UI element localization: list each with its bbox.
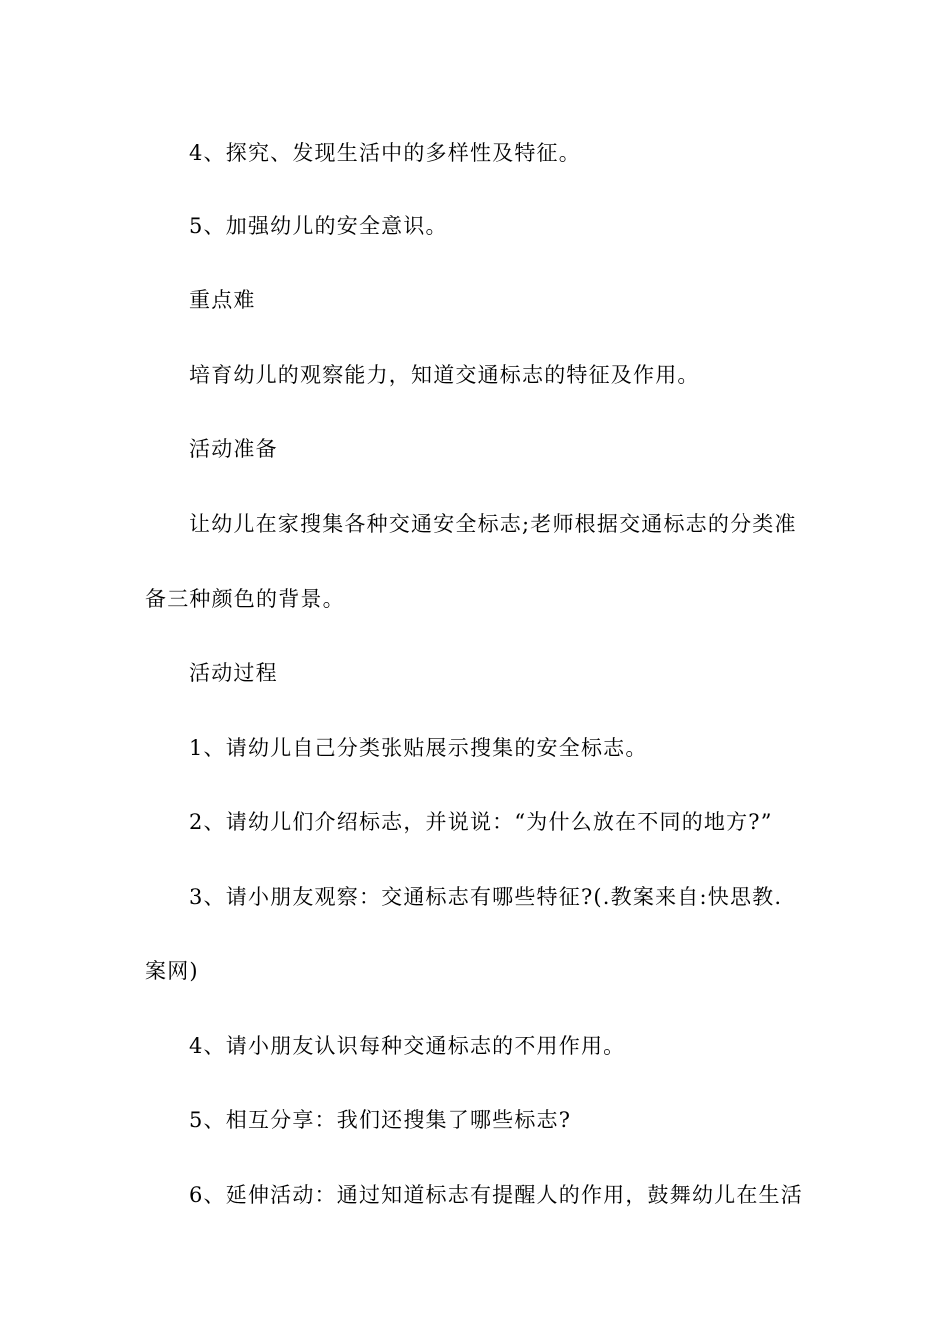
section-heading-preparation: 活动准备 (189, 437, 278, 461)
text-line-key-points: 培育幼儿的观察能力，知道交通标志的特征及作用。 (189, 363, 700, 387)
section-heading-process: 活动过程 (189, 661, 278, 685)
text-line-process-6: 6、延伸活动：通过知道标志有提醒人的作用，鼓舞幼儿在生活 (189, 1183, 803, 1207)
text-line-process-3a: 3、请小朋友观察：交通标志有哪些特征?(.教案来自:快思教. (189, 885, 783, 909)
text-line-objective-5: 5、加强幼儿的安全意识。 (189, 214, 448, 238)
text-line-process-2: 2、请幼儿们介绍标志，并说说：“为什么放在不同的地方?” (189, 810, 773, 834)
section-heading-key-points: 重点难 (189, 288, 256, 312)
text-line-process-1: 1、请幼儿自己分类张贴展示搜集的安全标志。 (189, 736, 648, 760)
text-line-preparation-1: 让幼儿在家搜集各种交通安全标志;老师根据交通标志的分类准 (189, 512, 797, 536)
text-line-process-4: 4、请小朋友认识每种交通标志的不用作用。 (189, 1034, 626, 1058)
text-line-process-3b: 案网) (145, 959, 199, 983)
text-line-process-5: 5、相互分享：我们还搜集了哪些标志? (189, 1108, 572, 1132)
text-line-objective-4: 4、探究、发现生活中的多样性及特征。 (189, 141, 581, 165)
text-line-preparation-2: 备三种颜色的背景。 (145, 587, 345, 611)
